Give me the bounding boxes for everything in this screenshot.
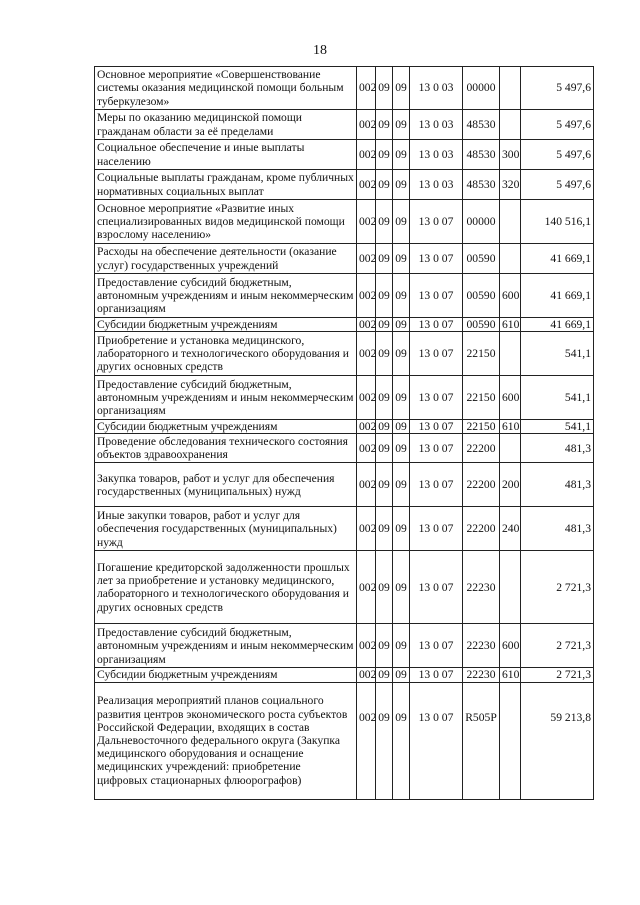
row-program-code: 13 0 07 xyxy=(410,682,463,799)
row-direction-code: 48530 xyxy=(463,110,500,140)
row-amount: 2 721,3 xyxy=(521,551,594,624)
row-section-code: 09 xyxy=(376,682,393,799)
row-program-code: 13 0 07 xyxy=(410,376,463,420)
row-direction-code: 00590 xyxy=(463,318,500,332)
table-row xyxy=(95,110,594,140)
row-grbs-code: 002 xyxy=(357,332,376,376)
row-grbs-code: 002 xyxy=(357,551,376,624)
row-expense-type-code: 610 xyxy=(500,420,521,434)
row-amount: 5 497,6 xyxy=(521,140,594,170)
row-name: Основное мероприятие «Развитие иных специализированных видов медицинской помощи взрослому населению» xyxy=(95,200,357,244)
row-subsection-code: 09 xyxy=(393,624,410,668)
row-direction-code: 22150 xyxy=(463,376,500,420)
row-amount: 5 497,6 xyxy=(521,170,594,200)
row-name: Реализация мероприятий планов социального развития центров экономического роста субъектов Российской Федерации, входящих в состав Дальневосточного федерального округа (Закупка медицинского оборудования и оснащение медицинских учреждений: приобретение цифровых стационарных флюорографов) xyxy=(95,682,357,799)
row-section-code: 09 xyxy=(376,463,393,507)
row-name: Приобретение и установка медицинского, лабораторного и технологического оборудования и других основных средств xyxy=(95,332,357,376)
row-expense-type-code xyxy=(500,434,521,463)
row-direction-code: 22150 xyxy=(463,420,500,434)
row-subsection-code: 09 xyxy=(393,682,410,799)
row-direction-code: 00000 xyxy=(463,67,500,110)
row-name: Социальные выплаты гражданам, кроме публичных нормативных социальных выплат xyxy=(95,170,357,200)
row-name: Закупка товаров, работ и услуг для обеспечения государственных (муниципальных) нужд xyxy=(95,463,357,507)
row-subsection-code: 09 xyxy=(393,668,410,682)
row-grbs-code: 002 xyxy=(357,244,376,274)
budget-table xyxy=(94,66,594,800)
row-direction-code: 22230 xyxy=(463,668,500,682)
row-grbs-code: 002 xyxy=(357,434,376,463)
row-program-code: 13 0 07 xyxy=(410,551,463,624)
row-program-code: 13 0 07 xyxy=(410,332,463,376)
row-direction-code: 22200 xyxy=(463,463,500,507)
row-name: Меры по оказанию медицинской помощи гражданам области за её пределами xyxy=(95,110,357,140)
table-row xyxy=(95,67,594,110)
table-row xyxy=(95,170,594,200)
row-direction-code: R505Р xyxy=(463,682,500,799)
row-subsection-code: 09 xyxy=(393,274,410,318)
row-program-code: 13 0 03 xyxy=(410,140,463,170)
row-name: Предоставление субсидий бюджетным, автономным учреждениям и иным некоммерческим организациям xyxy=(95,274,357,318)
row-grbs-code: 002 xyxy=(357,200,376,244)
row-program-code: 13 0 07 xyxy=(410,200,463,244)
row-expense-type-code: 200 xyxy=(500,463,521,507)
row-grbs-code: 002 xyxy=(357,318,376,332)
row-subsection-code: 09 xyxy=(393,170,410,200)
row-expense-type-code: 610 xyxy=(500,318,521,332)
row-program-code: 13 0 07 xyxy=(410,274,463,318)
row-expense-type-code xyxy=(500,67,521,110)
row-grbs-code: 002 xyxy=(357,463,376,507)
row-subsection-code: 09 xyxy=(393,463,410,507)
row-program-code: 13 0 07 xyxy=(410,318,463,332)
row-expense-type-code xyxy=(500,332,521,376)
table-row xyxy=(95,507,594,551)
row-direction-code: 48530 xyxy=(463,170,500,200)
table-row xyxy=(95,244,594,274)
row-program-code: 13 0 07 xyxy=(410,244,463,274)
row-section-code: 09 xyxy=(376,318,393,332)
row-grbs-code: 002 xyxy=(357,420,376,434)
table-row xyxy=(95,140,594,170)
row-amount: 2 721,3 xyxy=(521,668,594,682)
page-number: 18 xyxy=(313,43,327,58)
row-subsection-code: 09 xyxy=(393,318,410,332)
row-expense-type-code xyxy=(500,244,521,274)
row-direction-code: 48530 xyxy=(463,140,500,170)
row-section-code: 09 xyxy=(376,274,393,318)
row-expense-type-code xyxy=(500,682,521,799)
row-name: Основное мероприятие «Совершенствование системы оказания медицинской помощи больным туберкулезом» xyxy=(95,67,357,110)
row-grbs-code: 002 xyxy=(357,274,376,318)
row-grbs-code: 002 xyxy=(357,170,376,200)
row-direction-code: 00000 xyxy=(463,200,500,244)
row-name: Проведение обследования технического состояния объектов здравоохранения xyxy=(95,434,357,463)
row-subsection-code: 09 xyxy=(393,200,410,244)
row-section-code: 09 xyxy=(376,434,393,463)
row-name: Субсидии бюджетным учреждениям xyxy=(95,420,357,434)
table-row xyxy=(95,318,594,332)
row-section-code: 09 xyxy=(376,110,393,140)
row-section-code: 09 xyxy=(376,200,393,244)
row-amount: 481,3 xyxy=(521,507,594,551)
row-expense-type-code: 300 xyxy=(500,140,521,170)
row-name: Субсидии бюджетным учреждениям xyxy=(95,668,357,682)
row-direction-code: 22200 xyxy=(463,507,500,551)
row-grbs-code: 002 xyxy=(357,668,376,682)
row-direction-code: 22230 xyxy=(463,624,500,668)
row-expense-type-code: 600 xyxy=(500,274,521,318)
row-expense-type-code: 610 xyxy=(500,668,521,682)
budget-table-body xyxy=(95,67,594,800)
row-amount: 481,3 xyxy=(521,434,594,463)
row-expense-type-code: 320 xyxy=(500,170,521,200)
table-row xyxy=(95,420,594,434)
row-grbs-code: 002 xyxy=(357,140,376,170)
row-subsection-code: 09 xyxy=(393,110,410,140)
row-section-code: 09 xyxy=(376,170,393,200)
row-section-code: 09 xyxy=(376,551,393,624)
table-row xyxy=(95,332,594,376)
table-row xyxy=(95,624,594,668)
row-subsection-code: 09 xyxy=(393,420,410,434)
row-program-code: 13 0 03 xyxy=(410,110,463,140)
row-amount: 541,1 xyxy=(521,332,594,376)
table-row xyxy=(95,200,594,244)
row-direction-code: 22150 xyxy=(463,332,500,376)
row-section-code: 09 xyxy=(376,507,393,551)
row-subsection-code: 09 xyxy=(393,244,410,274)
row-grbs-code: 002 xyxy=(357,67,376,110)
row-subsection-code: 09 xyxy=(393,434,410,463)
row-grbs-code: 002 xyxy=(357,110,376,140)
row-expense-type-code xyxy=(500,551,521,624)
row-grbs-code: 002 xyxy=(357,624,376,668)
row-direction-code: 22200 xyxy=(463,434,500,463)
row-program-code: 13 0 03 xyxy=(410,67,463,110)
row-amount: 41 669,1 xyxy=(521,244,594,274)
row-subsection-code: 09 xyxy=(393,376,410,420)
table-row xyxy=(95,376,594,420)
row-expense-type-code: 600 xyxy=(500,376,521,420)
table-row xyxy=(95,434,594,463)
row-expense-type-code xyxy=(500,110,521,140)
row-direction-code: 22230 xyxy=(463,551,500,624)
row-program-code: 13 0 07 xyxy=(410,668,463,682)
row-amount: 41 669,1 xyxy=(521,274,594,318)
row-subsection-code: 09 xyxy=(393,332,410,376)
row-subsection-code: 09 xyxy=(393,67,410,110)
row-subsection-code: 09 xyxy=(393,551,410,624)
row-direction-code: 00590 xyxy=(463,244,500,274)
row-grbs-code: 002 xyxy=(357,507,376,551)
row-subsection-code: 09 xyxy=(393,507,410,551)
row-name: Погашение кредиторской задолженности прошлых лет за приобретение и установку медицинского, лабораторного и технологического оборудования и других основных средств xyxy=(95,551,357,624)
row-name: Расходы на обеспечение деятельности (оказание услуг) государственных учреждений xyxy=(95,244,357,274)
row-section-code: 09 xyxy=(376,420,393,434)
table-row xyxy=(95,551,594,624)
row-amount: 481,3 xyxy=(521,463,594,507)
row-section-code: 09 xyxy=(376,244,393,274)
row-grbs-code: 002 xyxy=(357,682,376,799)
table-row xyxy=(95,668,594,682)
row-amount: 5 497,6 xyxy=(521,67,594,110)
row-section-code: 09 xyxy=(376,376,393,420)
table-row xyxy=(95,274,594,318)
row-amount: 59 213,8 xyxy=(521,682,594,799)
row-program-code: 13 0 07 xyxy=(410,463,463,507)
row-program-code: 13 0 03 xyxy=(410,170,463,200)
row-name: Субсидии бюджетным учреждениям xyxy=(95,318,357,332)
row-amount: 541,1 xyxy=(521,376,594,420)
row-subsection-code: 09 xyxy=(393,140,410,170)
row-program-code: 13 0 07 xyxy=(410,434,463,463)
row-amount: 140 516,1 xyxy=(521,200,594,244)
row-name: Социальное обеспечение и иные выплаты населению xyxy=(95,140,357,170)
row-grbs-code: 002 xyxy=(357,376,376,420)
row-section-code: 09 xyxy=(376,624,393,668)
row-expense-type-code: 240 xyxy=(500,507,521,551)
row-program-code: 13 0 07 xyxy=(410,507,463,551)
row-name: Предоставление субсидий бюджетным, автономным учреждениям и иным некоммерческим организациям xyxy=(95,624,357,668)
row-section-code: 09 xyxy=(376,140,393,170)
table-row xyxy=(95,682,594,799)
row-amount: 5 497,6 xyxy=(521,110,594,140)
row-section-code: 09 xyxy=(376,67,393,110)
row-expense-type-code: 600 xyxy=(500,624,521,668)
row-amount: 41 669,1 xyxy=(521,318,594,332)
row-amount: 2 721,3 xyxy=(521,624,594,668)
row-direction-code: 00590 xyxy=(463,274,500,318)
row-program-code: 13 0 07 xyxy=(410,624,463,668)
table-row xyxy=(95,463,594,507)
row-amount: 541,1 xyxy=(521,420,594,434)
row-name: Предоставление субсидий бюджетным, автономным учреждениям и иным некоммерческим организациям xyxy=(95,376,357,420)
row-expense-type-code xyxy=(500,200,521,244)
row-program-code: 13 0 07 xyxy=(410,420,463,434)
row-section-code: 09 xyxy=(376,668,393,682)
row-name: Иные закупки товаров, работ и услуг для обеспечения государственных (муниципальных) нужд xyxy=(95,507,357,551)
row-section-code: 09 xyxy=(376,332,393,376)
